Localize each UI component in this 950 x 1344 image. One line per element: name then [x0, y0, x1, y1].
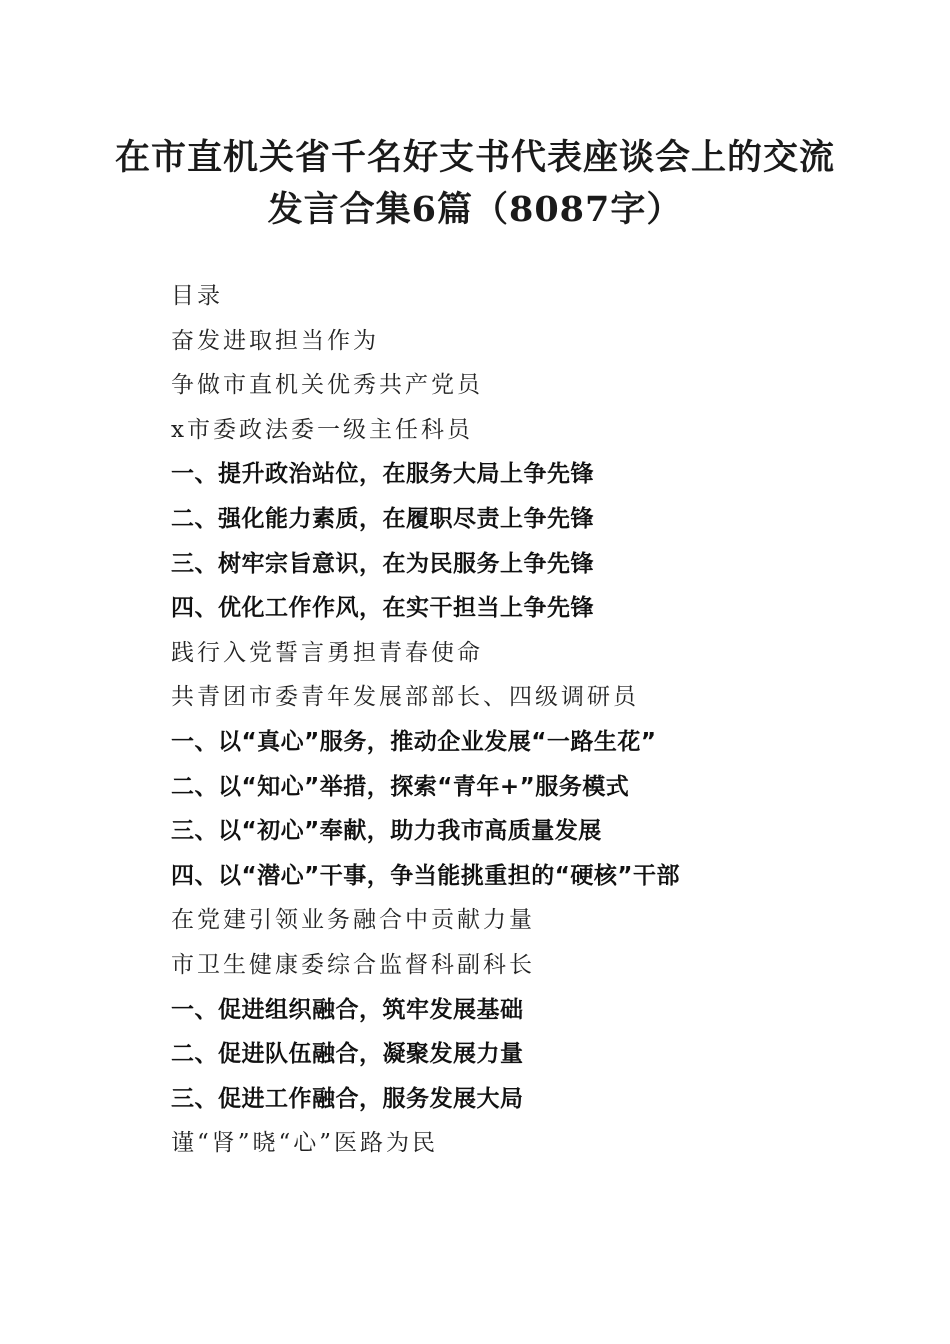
toc-list [171, 319, 891, 1166]
toc-item: 三、以“初心”奉献，助力我市高质量发展 [171, 818, 602, 845]
title-line-1: 在市直机关省千名好支书代表座谈会上的交流 [114, 137, 835, 178]
toc-item: 一、提升政治站位，在服务大局上争先锋 [171, 461, 594, 488]
toc-item: 奋发进取担当作为 [171, 327, 379, 354]
toc-item: 共青团市委青年发展部部长、四级调研员 [171, 684, 639, 711]
toc-item: 争做市直机关优秀共产党员 [171, 372, 483, 399]
title-line-2: 发言合集6篇（8087字） [267, 189, 683, 230]
toc-item: 二、以“知心”举措，探索“青年+”服务模式 [171, 773, 630, 800]
toc-item: 践行入党誓言勇担青春使命 [171, 639, 483, 666]
toc-item: 二、促进队伍融合，凝聚发展力量 [171, 1041, 524, 1068]
toc-item: 在党建引领业务融合中贡献力量 [171, 907, 535, 934]
toc-item: 一、以“真心”服务，推动企业发展“一路生花” [171, 728, 657, 755]
toc-item: 四、优化工作作风，在实干担当上争先锋 [171, 595, 594, 622]
toc-item: 市卫生健康委综合监督科副科长 [171, 951, 535, 978]
toc-item: 三、促进工作融合，服务发展大局 [171, 1085, 524, 1112]
page-title [0, 132, 950, 236]
table-of-contents [171, 274, 891, 1166]
toc-item: 谨“肾”晓“心”医路为民 [171, 1130, 439, 1157]
toc-item: 四、以“潜心”干事，争当能挑重担的“硬核”干部 [171, 862, 680, 889]
toc-item: 一、促进组织融合，筑牢发展基础 [171, 996, 524, 1023]
toc-item: 二、强化能力素质，在履职尽责上争先锋 [171, 505, 594, 532]
toc-heading: 目录 [171, 283, 223, 309]
toc-item: 三、树牢宗旨意识，在为民服务上争先锋 [171, 550, 594, 577]
toc-item: x市委政法委一级主任科员 [171, 416, 473, 443]
